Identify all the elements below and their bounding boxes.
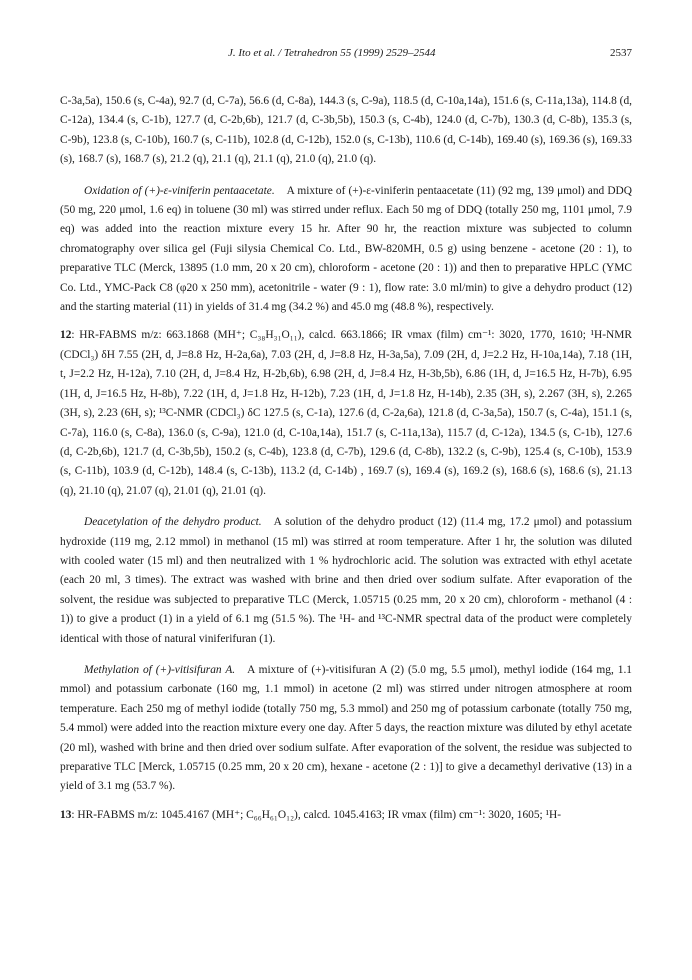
methylation-section	[60, 661, 632, 797]
compound-12-text: : HR-FABMS m/z: 663.1868 (MH⁺; C₃₈H₃₁O₁₁), calcd. 663.1866; IR νmax (film) cm⁻¹: 3020, 1770, 1610; ¹H-NMR (CDCl₃) δH 7.55 (2H, d, J=8.8 Hz, H-2a,6a), 7.03 (2H, d, J=8.8 Hz, H-3a,5a), 7.09 (2H, d, J=2.2 Hz, H-10a,14a), 7.18 (1H, t, J=2.2 Hz, H-12a), 7.10 (2H, d, J=8.4 Hz, H-2b,6b), 6.98 (2H, d, J=8.4 Hz, H-3b,5b), 6.86 (1H, d, J=16.5 Hz, H-7b), 6.95 (1H, d, J=16.5 Hz, H-8b), 7.22 (1H, d, J=1.8 Hz, H-12b), 7.23 (1H, d, J=1.8 Hz, H-14b), 2.35 (3H, s), 2.267 (3H, s), 2.265 (3H, s), 2.23 (6H, s); ¹³C-NMR (CDCl₃) δC 127.5 (s, C-1a), 127.6 (d, C-2a,6a), 121.8 (d, C-3a,5a), 150.7 (s, C-4a), 151.1 (s, C-7a), 116.0 (s, C-8a), 136.0 (s, C-9a), 121.0 (d, C-10a,14a), 151.7 (s, C-11a,13a), 115.7 (d, C-12a), 134.5 (s, C-1b), 127.6 (d, C-2b,6b), 121.7 (d, C-3b,5b), 150.2 (s, C-4b), 123.8 (d, C-7b), 129.6 (d, C-8b), 132.2 (s, C-9b), 125.4 (s, C-10b), 153.9 (s, C-11b), 103.9 (d, C-12b), 148.4 (s, C-13b), 113.2 (d, C-14b) , 169.7 (s), 169.4 (s), 169.2 (s), 168.6 (s), 168.6 (s), 21.13 (q), 21.10 (q), 21.07 (q), 21.01 (q), 21.01 (q).	[60, 329, 632, 497]
compound-12-label: 12	[60, 329, 72, 342]
methylation-body: A mixture of (+)-vitisifuran A (2) (5.0 mg, 5.5 μmol), methyl iodide (164 mg, 1.1 mmol) and potassium carbonate (160 mg, 1.1 mmol) in acetone (2 ml) was stirred under nitrogen atmosphere at room temperature. Each 250 mg of methyl iodide (totally 750 mg, 5.3 mmol) and 250 mg of potassium carbonate (totally 750 mg, 5.4 mmol) were added into the reaction mixture every one day. After 5 days, the reaction mixture was diluted by ethyl acetate (20 ml), washed with brine and then dried over sodium sulfate. After evaporation of the solvent, the residue was subjected to preparative TLC [Merck, 1.05715 (0.25 mm, 20 x 20 cm), hexane - acetone (2 : 1)] to give a decamethyl derivative (13) in a yield of 3.1 mg (53.7 %).	[60, 663, 632, 793]
methylation-title: Methylation of (+)-vitisifuran A.	[84, 663, 236, 676]
running-header	[60, 44, 632, 64]
nmr-data-continued: C-3a,5a), 150.6 (s, C-4a), 92.7 (d, C-7a), 56.6 (d, C-8a), 144.3 (s, C-9a), 118.5 (d, C-10a,14a), 151.6 (s, C-11a,13a), 114.8 (d, C-12a), 134.4 (s, C-1b), 127.7 (d, C-2b,6b), 121.7 (d, C-3b,5b), 150.3 (s, C-4b), 124.0 (d, C-7b), 130.3 (d, C-8b), 135.3 (s, C-9b), 123.8 (s, C-10b), 160.7 (s, C-11b), 102.8 (d, C-12b), 152.0 (s, C-13b), 110.6 (d, C-14b), 169.40 (s), 169.36 (s), 169.33 (s), 168.7 (s), 168.7 (s), 21.2 (q), 21.1 (q), 21.1 (q), 21.0 (q), 21.0 (q).	[60, 95, 632, 166]
compound-13-label: 13	[60, 808, 72, 821]
deacetylation-body: A solution of the dehydro product (12) (11.4 mg, 17.2 μmol) and potassium hydroxide (119 mg, 2.12 mmol) in methanol (15 ml) was stirred at room temperature. After 1 hr, the solution was diluted with cooled water (15 ml) and then neutralized with 1 % hydrochloric acid. The solution was extracted with ethyl acetate (each 20 ml, 3 times). The extract was washed with brine and then dried over sodium sulfate. After evaporation of the solvent, the residue was subjected to preparative TLC (Merck, 1.05715 (0.25 mm, 20 x 20 cm), chloroform - methanol (4 : 1)) to give a product (1) in a yield of 6.1 mg (51.5 %). The ¹H- and ¹³C-NMR spectral data of the product were completely identical with those of natural viniferifuran (1).	[60, 516, 632, 645]
oxidation-title: Oxidation of (+)-ε-viniferin pentaacetate.	[84, 184, 275, 197]
deacetylation-title: Deacetylation of the dehydro product.	[84, 516, 262, 529]
compound-13-text: : HR-FABMS m/z: 1045.4167 (MH⁺; C₆₆H₆₁O₁₂), calcd. 1045.4163; IR νmax (film) cm⁻¹: 3020, 1605; ¹H-	[71, 808, 561, 821]
compound-12-data	[60, 326, 632, 501]
oxidation-body: A mixture of (+)-ε-viniferin pentaacetate (11) (92 mg, 139 μmol) and DDQ (50 mg, 220 μmol, 1.6 eq) in toluene (30 ml) was stirred under reflux. Each 50 mg of DDQ (totally 250 mg, 1101 μmol, 7.9 eq) was added into the reaction mixture every 15 hr. After 90 hr, the reaction mixture was subjected to column chromatography over silica gel (Fuji silysia Chemical Co. Ltd., BW-820MH, 0.5 g) using benzene - acetone (20 : 1), to preparative TLC (Merck, 13895 (1.0 mm, 20 x 20 cm), chloroform - acetone (20 : 1)) and then to preparative HPLC (YMC Co. Ltd., YMC-Pack C8 (φ20 x 250 mm), acetonitrile - water (9 : 1), flow rate: 3.0 ml/min) to give a dehydro product (12) and the starting material (11) in yields of 31.4 mg (34.2 %) and 45.0 mg (48.8 %), respectively.	[60, 184, 632, 314]
oxidation-section	[60, 182, 632, 318]
compound-13-data	[60, 806, 632, 825]
page-number: 2537	[610, 47, 632, 59]
deacetylation-section	[60, 513, 632, 649]
journal-citation: J. Ito et al. / Tetrahedron 55 (1999) 2529–2544	[228, 47, 436, 59]
